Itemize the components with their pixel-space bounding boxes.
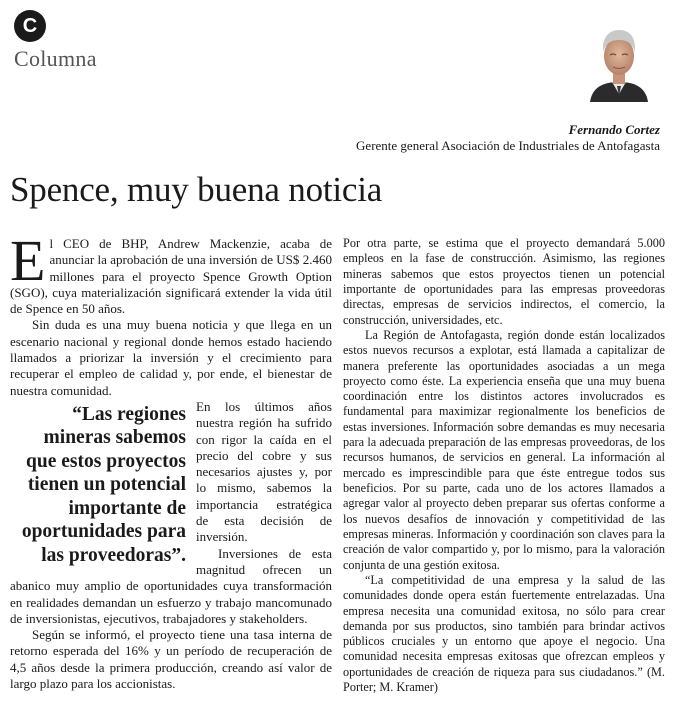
article-paragraph: Inversiones de esta magnitud ofrecen un abanico muy amplio de oportunidades cuya transformación en realidades demandan un esfuerzo y trabajo mancomunado de inversionistas, ejecutivos, trabajadores y stakeholders. bbox=[10, 545, 332, 626]
article-paragraph: El CEO de BHP, Andrew Mackenzie, acaba de anunciar la aprobación de una inversión de US$ 2.460 millones para el proyecto Spence Growth Option (SGO), cuya materialización significará extender la vida útil de Spence en 50 años. bbox=[10, 228, 332, 317]
article-column-right bbox=[343, 236, 665, 695]
author-name: Fernando Cortez bbox=[568, 122, 660, 137]
author-role: Gerente general Asociación de Industriales de Antofagasta bbox=[356, 138, 660, 153]
section-label: Columna bbox=[14, 46, 97, 71]
author-portrait bbox=[588, 22, 650, 102]
article-paragraph: La Región de Antofagasta, región donde están localizados estos nuevos recursos a explotar, está llamada a capitalizar de manera preferente las oportunidades asociadas a un mega proyecto como éste. La experiencia enseña que una muy buena coordinación entre los distintos actores involucrados es fundamental para maximizar regionalmente los beneficios de estas inversiones. Información sobre demandas es muy necesaria para la adecuada preparación de las empresas proveedoras, de los recursos humanos, de servicios en general. La información al mercado es imprescindible para que éste entregue todos sus beneficios. Por su parte, cada uno de los actores llamados a agregar valor al proyecto deben preparar sus ofertas conforme a los nuevos desafíos de innovación y competitividad de las empresas mineras. Información y coordinación son claves para la creación de valor compartido y, por lo mismo, para la valoración conjunta de una gestión exitosa. bbox=[343, 327, 665, 572]
article-paragraph: Por otra parte, se estima que el proyecto demandará 5.000 empleos en la fase de construcción. Asimismo, las regiones mineras sabemos que estos proyectos tienen un potencial importante de oportunidades para las empresas proveedoras directas, empresas de servicios indirectos, el comercio, la construcción, universidades, etc. bbox=[343, 236, 665, 327]
article-headline: Spence, muy buena noticia bbox=[10, 170, 383, 209]
article-column-left bbox=[10, 228, 332, 692]
article-paragraph: “La competitividad de una empresa y la salud de las comunidades donde opera están fuertemente entrelazadas. Una empresa necesita una comunidad exitosa, no sólo para crear demanda por sus productos, sino también para brindar activos públicos cruciales y un entorno que apoye el negocio. Una comunidad necesita empresas exitosas que ofrezcan empleos y oportunidades de creación de riqueza para sus ciudadanos.” (M. Porter; M. Kramer) bbox=[343, 572, 665, 695]
column-badge: C bbox=[14, 10, 46, 42]
article-paragraph: Sin duda es una muy buena noticia y que llega en un escenario nacional y regional donde hemos estado haciendo llamados a priorizar la inversión y el crecimiento para recuperar el empleo de calidad y, por ende, el bienestar de nuestra comunidad. bbox=[10, 317, 332, 398]
pull-quote: “Las regiones mineras sabemos que estos proyectos tienen un potencial importante de oportunidades para las proveedoras”. bbox=[21, 403, 186, 566]
article-paragraph: En los últimos años nuestra región ha sufrido con rigor la caída en el precio del cobre y sus necesarios ajustes y, por lo mismo, sabemos la importancia estratégica de esta decisión de inversión. bbox=[196, 398, 332, 545]
drop-cap: E bbox=[10, 228, 46, 293]
article-paragraph: Según se informó, el proyecto tiene una tasa interna de retorno esperada del 16% y un período de recuperación de 4,5 años desde la primera producción, creando así valor de largo plazo para los accionistas. bbox=[10, 627, 332, 692]
